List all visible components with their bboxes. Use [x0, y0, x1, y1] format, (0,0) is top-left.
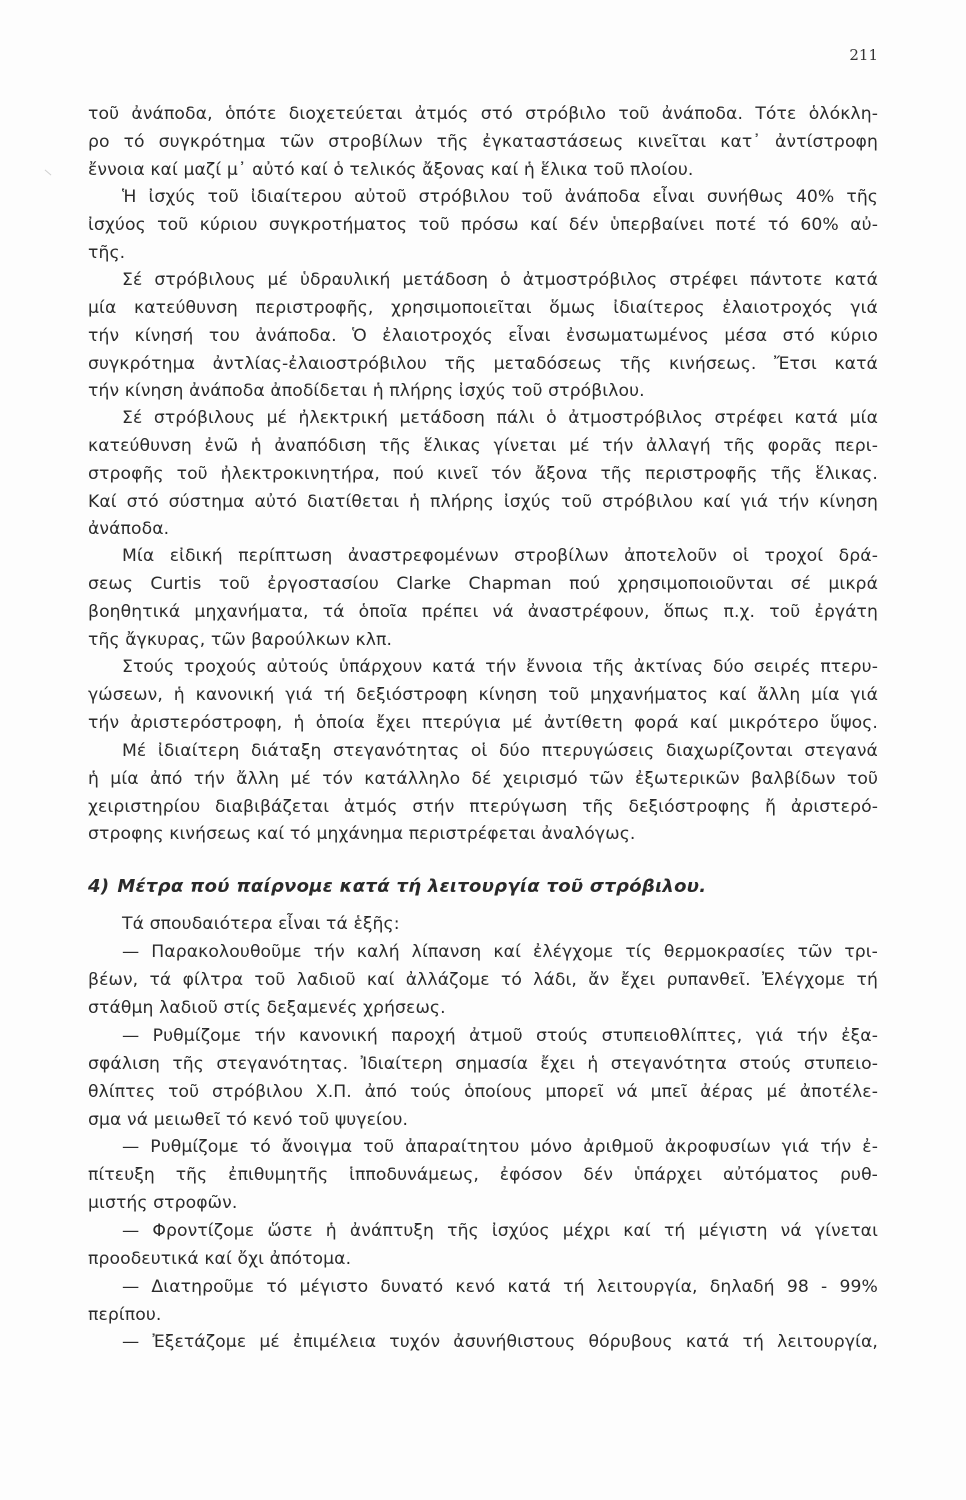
text-line: χειριστηρίου διαβιβάζεται ἀτμός στήν πτερύγωση τῆς δεξιόστροφης ἤ ἀριστερό-	[88, 797, 878, 817]
text-line: — Διατηροῦμε τό μέγιστο δυνατό κενό κατά τή λειτουργία, δηλαδή 98 - 99%	[122, 1277, 878, 1297]
text-line: σφάλιση τῆς στεγανότητας. Ἰδιαίτερη σημασία ἔχει ἡ στεγανότητα στούς στυπειο-	[88, 1054, 878, 1074]
text-line: — Φροντίζομε ὥστε ἡ ἀνάπτυξη τῆς ἰσχύος μέχρι καί τή μέγιστη νά γίνεται	[122, 1221, 878, 1241]
text-line: τήν ἀριστερόστροφη, ἡ ὁποία ἔχει πτερύγια μέ ἀντίθετη φορά καί μικρότερο ὕψος.	[88, 713, 878, 733]
text-line: μία κατεύθυνση περιστροφῆς, χρησιμοποιεῖται ὅμως ἰδιαίτερος ἐλαιοτροχός γιά	[88, 298, 878, 318]
text-line: σεως Curtis τοῦ ἐργοστασίου Clarke Chapman πού χρησιμοποιοῦνται σέ μικρά	[88, 574, 878, 594]
text-line: ρο τό συγκρότημα τῶν στροβίλων τῆς ἐγκαταστάσεως κινεῖται κατ᾽ ἀντίστροφη	[88, 132, 878, 152]
text-line: μιστής στροφῶν.	[88, 1193, 238, 1213]
text-line: προοδευτικά καί ὄχι ἀπότομα.	[88, 1249, 352, 1269]
text-line: τήν κίνηση ἀνάποδα ἀποδίδεται ἡ πλήρης ἰσχύς τοῦ στρόβιλου.	[88, 381, 645, 401]
text-line: πίτευξη τῆς ἐπιθυμητῆς ἱπποδυνάμεως, ἐφόσον δέν ὑπάρχει αὐτόματος ρυθ-	[88, 1165, 878, 1185]
section-title: Μέτρα πού παίρνομε κατά τή λειτουργία τοῦ στρόβιλου.	[117, 876, 707, 897]
page-number: 211	[849, 46, 878, 64]
text-line: Μέ ἰδιαίτερη διάταξη στεγανότητας οἱ δύο πτερυγώσεις διαχωρίζονται στεγανά	[122, 741, 878, 761]
text-line: — Ρυθμίζομε τό ἄνοιγμα τοῦ ἀπαραίτητου μόνο ἀριθμοῦ ἀκροφυσίων γιά τήν ἐ-	[122, 1137, 878, 1157]
text-line: Στούς τροχούς αὐτούς ὑπάρχουν κατά τήν ἔννοια τῆς ἀκτίνας δύο σειρές πτερυ-	[122, 657, 878, 677]
text-line: — Παρακολουθοῦμε τήν καλή λίπανση καί ἐλέγχομε τίς θερμοκρασίες τῶν τρι-	[122, 942, 878, 962]
text-line: στάθμη λαδιοῦ στίς δεξαμενές χρήσεως.	[88, 998, 446, 1018]
text-line: ἔννοια καί μαζί μ᾽ αὐτό καί ὁ τελικός ἄξονας καί ἡ ἕλικα τοῦ πλοίου.	[88, 160, 694, 180]
text-line: Σέ στρόβιλους μέ ἠλεκτρική μετάδοση πάλι ὁ ἀτμοστρόβιλος στρέφει κατά μία	[122, 408, 878, 428]
text-line: περίπου.	[88, 1305, 162, 1325]
text-line: σμα νά μειωθεῖ τό κενό τοῦ ψυγείου.	[88, 1110, 409, 1130]
text-line: ἡ μία ἀπό τήν ἄλλη μέ τόν κατάλληλο δέ χειρισμό τῶν ἐξωτερικῶν βαλβίδων τοῦ	[88, 769, 878, 789]
text-line: βοηθητικά μηχανήματα, τά ὁποῖα πρέπει νά ἀναστρέφουν, ὅπως π.χ. τοῦ ἐργάτη	[88, 602, 878, 622]
text-line: θλίπτες τοῦ στρόβιλου Χ.Π. ἀπό τούς ὁποίους μπορεῖ νά μπεῖ ἀέρας μέ ἀποτέλε-	[88, 1082, 878, 1102]
text-line: Σέ στρόβιλους μέ ὑδραυλική μετάδοση ὁ ἀτμοστρόβιλος στρέφει πάντοτε κατά	[122, 270, 878, 290]
text-line: κατεύθυνση ἐνῶ ἡ ἀναπόδιση τῆς ἕλικας γίνεται μέ τήν ἀλλαγή τῆς φορᾶς περι-	[88, 436, 878, 456]
text-line: τῆς ἄγκυρας, τῶν βαρούλκων κλπ.	[88, 630, 393, 650]
text-line: στροφης κινήσεως καί τό μηχάνημα περιστρέφεται ἀναλόγως.	[88, 824, 636, 844]
section-heading	[88, 876, 706, 897]
text-line: τῆς.	[88, 243, 126, 263]
text-line: Ἡ ἰσχύς τοῦ ἰδιαίτερου αὐτοῦ στρόβιλου τοῦ ἀνάποδα εἶναι συνήθως 40% τῆς	[122, 187, 878, 207]
text-line: τήν κίνησή του ἀνάποδα. Ὁ ἐλαιοτροχός εἶναι ἐνσωματωμένος μέσα στό κύριο	[88, 326, 878, 346]
text-line: Μία εἰδική περίπτωση ἀναστρεφομένων στροβίλων ἀποτελοῦν οἱ τροχοί δρά-	[122, 546, 878, 566]
text-line: συγκρότημα ἀντλίας-ἐλαιοστρόβιλου τῆς μεταδόσεως τῆς κινήσεως. Ἔτσι κατά	[88, 354, 878, 374]
text-line: Καί στό σύστημα αὐτό διατίθεται ἡ πλήρης ἰσχύς τοῦ στρόβιλου καί γιά τήν κίνηση	[88, 492, 878, 512]
margin-mark	[45, 170, 52, 176]
text-line: βέων, τά φίλτρα τοῦ λαδιοῦ καί ἀλλάζομε τό λάδι, ἄν ἔχει ρυπανθεῖ. Ἐλέγχομε τή	[88, 970, 878, 990]
text-line: τοῦ ἀνάποδα, ὁπότε διοχετεύεται ἀτμός στό στρόβιλο τοῦ ἀνάποδα. Τότε ὁλόκλη-	[88, 104, 878, 124]
text-line: — Ἐξετάζομε μέ ἐπιμέλεια τυχόν ἀσυνήθιστους θόρυβους κατά τή λειτουργία,	[122, 1332, 878, 1352]
text-line: ἀνάποδα.	[88, 519, 170, 539]
section-number: 4)	[88, 876, 110, 897]
text-line: ἰσχύος τοῦ κύριου συγκροτήματος τοῦ πρόσω καί δέν ὑπερβαίνει ποτέ τό 60% αὐ-	[88, 215, 878, 235]
text-line: στροφῆς τοῦ ἠλεκτροκινητήρα, πού κινεῖ τόν ἄξονα τῆς περιστροφῆς τῆς ἕλικας.	[88, 464, 878, 484]
text-line: — Ρυθμίζομε τήν κανονική παροχή ἀτμοῦ στούς στυπειοθλίπτες, γιά τήν ἐξα-	[122, 1026, 878, 1046]
text-line: γώσεων, ἡ κανονική γιά τή δεξιόστροφη κίνηση τοῦ μηχανήματος καί ἄλλη μία γιά	[88, 685, 878, 705]
text-line: Τά σπουδαιότερα εἶναι τά ἑξῆς:	[122, 914, 400, 934]
